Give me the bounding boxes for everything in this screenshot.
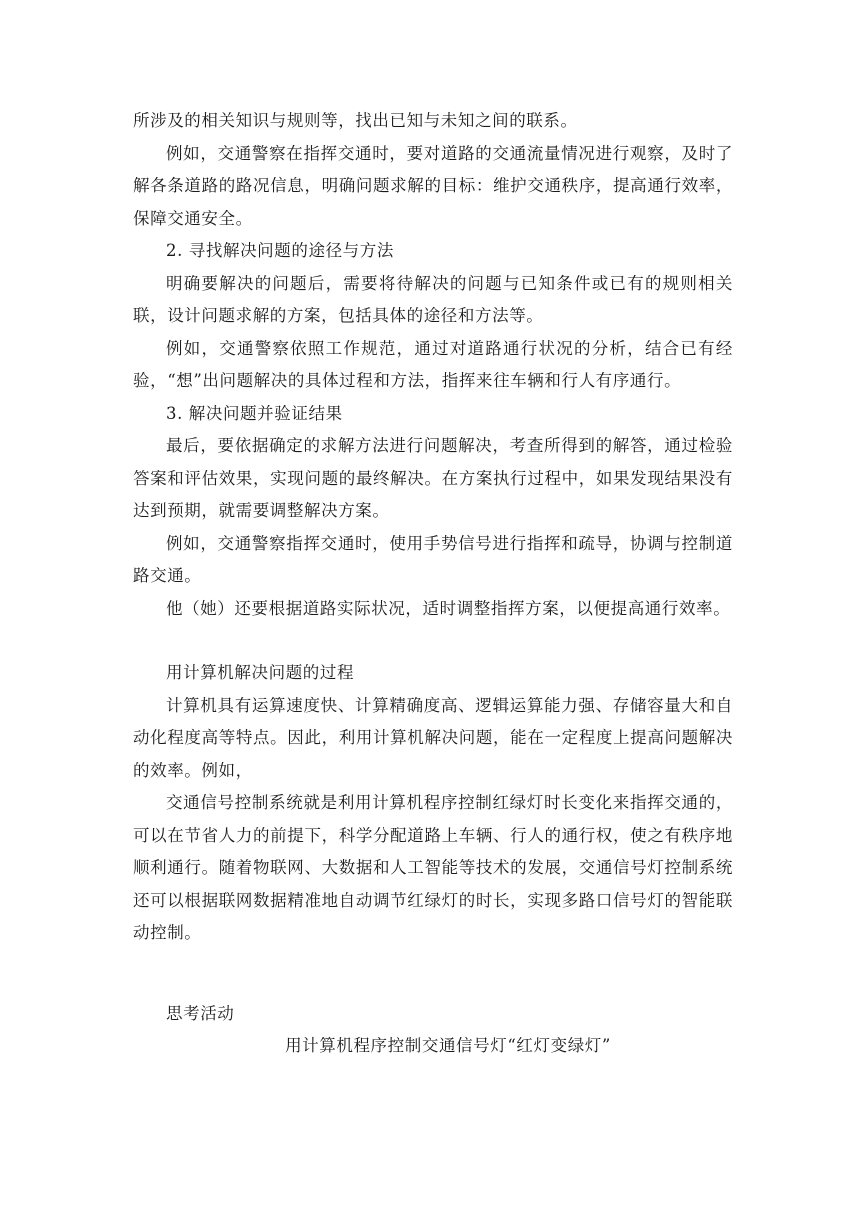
step-heading-3: 3. 解决问题并验证结果 bbox=[166, 403, 343, 423]
step-heading-2: 2. 寻找解决问题的途径与方法 bbox=[166, 241, 394, 260]
paragraph-example-command: 例如，交通警察指挥交通时，使用手势信号进行指挥和疏导，协调与控制道路交通。 bbox=[133, 533, 733, 585]
paragraph-continuation: 所涉及的相关知识与规则等，找出已知与未知之间的联系。 bbox=[133, 111, 578, 130]
document-body bbox=[133, 105, 733, 1063]
paragraph-example-observe: 例如，交通警察在指挥交通时，要对道路的交通流量情况进行观察，及时了解各条道路的路况信息，明确问题求解的目标：维护交通秩序，提高通行效率，保障交通安全。 bbox=[133, 143, 733, 228]
paragraph-adjust-plan: 他（她）还要根据道路实际状况，适时调整指挥方案，以便提高通行效率。 bbox=[166, 598, 731, 618]
paragraph-computer-features: 计算机具有运算速度快、计算精确度高、逻辑运算能力强、存储容量大和自动化程度高等特点。因此，利用计算机解决问题，能在一定程度上提高问题解决的效率。例如， bbox=[133, 695, 733, 780]
paragraph-design-solution: 明确要解决的问题后，需要将待解决的问题与已知条件或已有的规则相关联，设计问题求解的方案，包括具体的途径和方法等。 bbox=[133, 273, 733, 325]
paragraph-solve-verify: 最后，要依据确定的求解方法进行问题解决，考查所得到的解答，通过检验答案和评估效果，实现问题的最终解决。在方案执行过程中，如果发现结果没有达到预期，就需要调整解决方案。 bbox=[133, 436, 733, 520]
activity-title: 用计算机程序控制交通信号灯“红灯变绿灯” bbox=[285, 1036, 611, 1055]
paragraph-example-think: 例如，交通警察依照工作规范，通过对道路通行状况的分析，结合已有经验，“想”出问题解决的具体过程和方法，指挥来往车辆和行人有序通行。 bbox=[133, 338, 733, 390]
activity-label: 思考活动 bbox=[166, 1003, 235, 1023]
spacer bbox=[133, 950, 733, 998]
paragraph-traffic-signal-system: 交通信号控制系统就是利用计算机程序控制红绿灯时长变化来指挥交通的，可以在节省人力的前提下，科学分配道路上车辆、行人的通行权，使之有秩序地顺利通行。随着物联网、大数据和人工智能等技术的发展，交通信号灯控制系统还可以根据联网数据精准地自动调节红绿灯的时长，实现多路口信号灯的智能联动控制。 bbox=[133, 793, 733, 942]
spacer bbox=[133, 625, 733, 657]
section-title: 用计算机解决问题的过程 bbox=[166, 663, 355, 682]
